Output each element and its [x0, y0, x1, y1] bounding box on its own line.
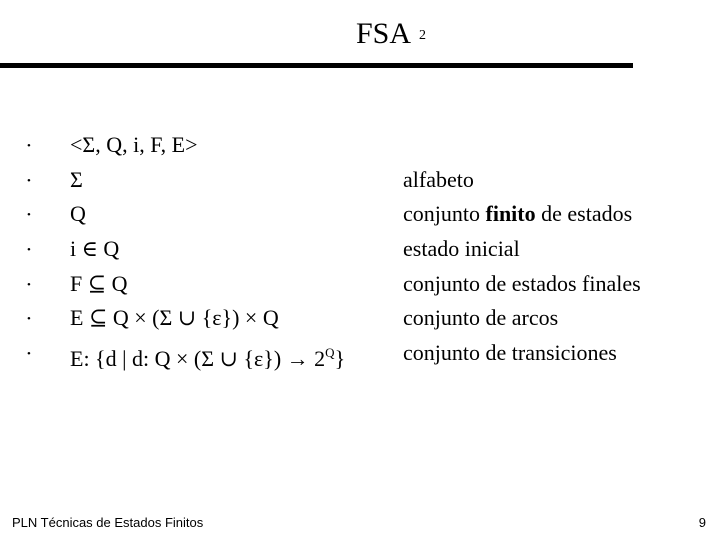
title-number: 2	[419, 28, 427, 43]
formula-end: }	[334, 346, 346, 371]
formula: Σ	[70, 167, 83, 192]
list-item	[0, 197, 720, 231]
formula-main: E: {d | d: Q × (Σ ∪ {ε}) → 2	[70, 346, 326, 371]
description: conjunto de estados finales	[403, 271, 641, 296]
footer-text: PLN Técnicas de Estados Finitos	[12, 515, 204, 530]
description: alfabeto	[403, 167, 474, 192]
list-item	[0, 128, 720, 162]
description: conjunto de transiciones	[403, 340, 617, 365]
description-after: de estados	[535, 201, 633, 226]
slide-title	[0, 14, 720, 56]
title-text: FSA	[355, 17, 412, 50]
formula: Q	[70, 201, 86, 226]
list-item	[0, 232, 720, 266]
description: estado inicial	[403, 236, 520, 261]
description: conjunto de arcos	[403, 305, 559, 330]
list-item	[0, 163, 720, 197]
formula-superscript: Q	[325, 345, 335, 360]
title-divider	[0, 63, 633, 68]
formula: <Σ, Q, i, F, E>	[70, 132, 198, 157]
list-item	[0, 301, 720, 335]
formula: F ⊆ Q	[70, 271, 128, 296]
list-item	[0, 267, 720, 301]
bullet-icon: •	[27, 313, 31, 325]
bullet-icon: •	[27, 348, 31, 360]
bullet-icon: •	[27, 244, 31, 256]
list-item	[0, 336, 720, 370]
bullet-icon: •	[27, 209, 31, 221]
page-number: 9	[698, 515, 706, 530]
description-before: conjunto	[403, 201, 486, 226]
bullet-icon: •	[27, 175, 31, 187]
formula	[70, 336, 345, 376]
bullet-icon: •	[27, 140, 31, 152]
formula: E ⊆ Q × (Σ ∪ {ε}) × Q	[70, 305, 279, 330]
description-bold: finito	[485, 201, 536, 226]
bullet-icon: •	[27, 279, 31, 291]
description	[403, 197, 632, 231]
formula: i ∈ Q	[70, 236, 120, 261]
